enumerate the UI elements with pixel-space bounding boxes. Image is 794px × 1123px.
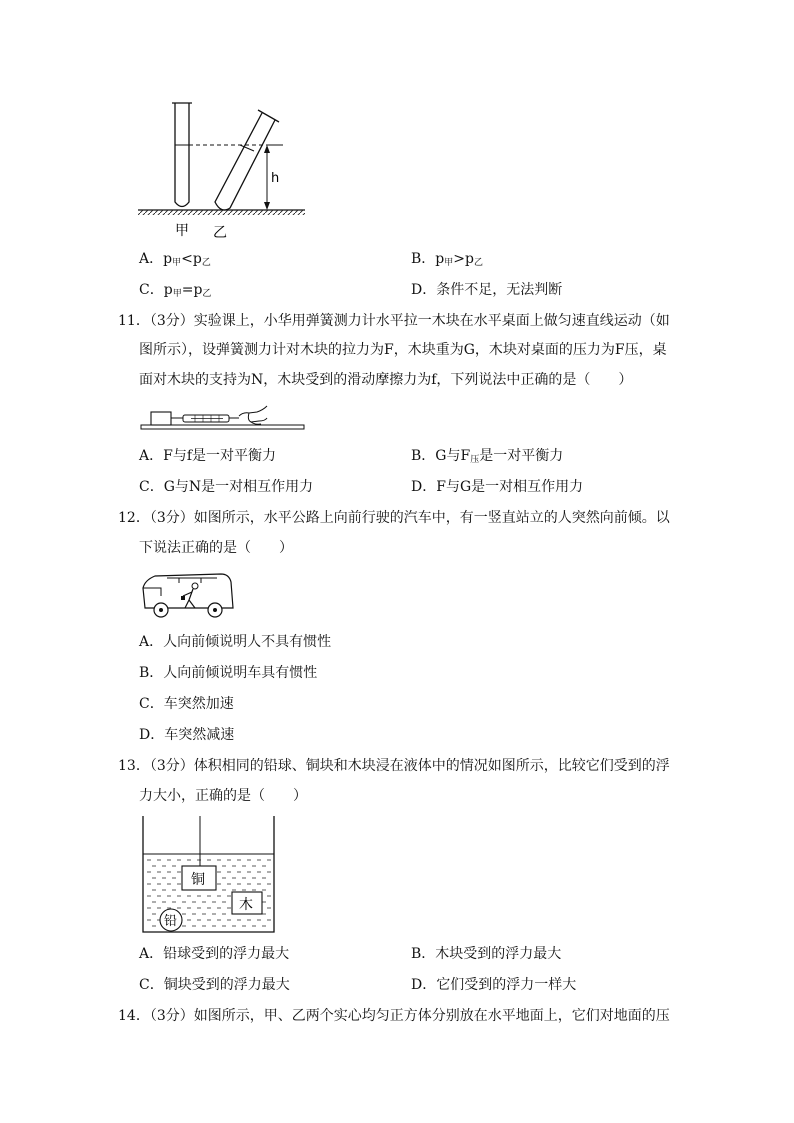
car-figure xyxy=(139,566,239,622)
q13-option-a[interactable]: A．铅球受到的浮力最大 xyxy=(139,946,290,962)
q11-stem-line-1: 11．（3分）实验课上，小华用弹簧测力计水平拉一木块在水平桌面上做匀速直线运动（如 xyxy=(118,313,670,329)
q12-option-c[interactable]: C．车突然加速 xyxy=(139,696,234,712)
q12-option-d[interactable]: D．车突然减速 xyxy=(139,727,235,743)
q10-option-a[interactable]: A．$p_甲<p_乙$ xyxy=(139,251,211,268)
q14-stem-line-1: 14．（3分）如图所示，甲、乙两个实心均匀正方体分别放在水平地面上，它们对地面的压 xyxy=(118,1008,670,1024)
q13-stem-line-1: 13．（3分）体积相同的铅球、铜块和木块浸在液体中的情况如图所示，比较它们受到的浮 xyxy=(118,758,670,774)
q11-stem-line-2: 图所示），设弹簧测力计对木块的拉力为F，木块重为G，木块对桌面的压力为F压，桌 xyxy=(139,342,667,358)
q13-stem-line-2: 力大小，正确的是（ ） xyxy=(139,788,307,804)
q13-option-c[interactable]: C．铜块受到的浮力最大 xyxy=(139,977,290,993)
q12-stem-line-2: 下说法正确的是（ ） xyxy=(139,540,293,556)
q10-option-d[interactable]: D．条件不足，无法判断 xyxy=(411,282,563,298)
q11-option-d[interactable]: D．F与G是一对相互作用力 xyxy=(411,479,584,495)
label-lead: 铅 xyxy=(164,914,178,929)
q11-option-a[interactable]: A．F与f是一对平衡力 xyxy=(139,448,277,464)
label-h: h xyxy=(271,171,280,186)
q12-stem-line-1: 12．（3分）如图所示，水平公路上向前行驶的汽车中，有一竖直站立的人突然向前倾。以 xyxy=(118,510,670,526)
q11-stem-line-3: 面对木块的支持为N，木块受到的滑动摩擦力为f，下列说法中正确的是（ ） xyxy=(139,372,633,388)
label-copper: 铜 xyxy=(191,872,205,888)
q11-option-c[interactable]: C．G与N是一对相互作用力 xyxy=(139,479,314,495)
q13-option-d[interactable]: D．它们受到的浮力一样大 xyxy=(411,977,577,993)
label-wood: 木 xyxy=(239,897,253,913)
buoyancy-figure xyxy=(140,814,278,936)
q11-option-b[interactable]: B．G与$F_压$是一对平衡力 xyxy=(411,448,564,465)
q10-option-b[interactable]: B．$p_甲>p_乙$ xyxy=(411,251,483,268)
q13-option-b[interactable]: B．木块受到的浮力最大 xyxy=(411,946,562,962)
spring-scale-figure xyxy=(139,400,307,436)
q12-option-a[interactable]: A．人向前倾说明人不具有惯性 xyxy=(139,634,332,650)
q10-option-c[interactable]: C．$p_甲=p_乙$ xyxy=(139,282,212,299)
label-yi: 乙 xyxy=(213,225,227,240)
label-jia: 甲 xyxy=(175,223,189,239)
test-tube-figure xyxy=(135,98,310,240)
q12-option-b[interactable]: B．人向前倾说明车具有惯性 xyxy=(139,665,318,681)
